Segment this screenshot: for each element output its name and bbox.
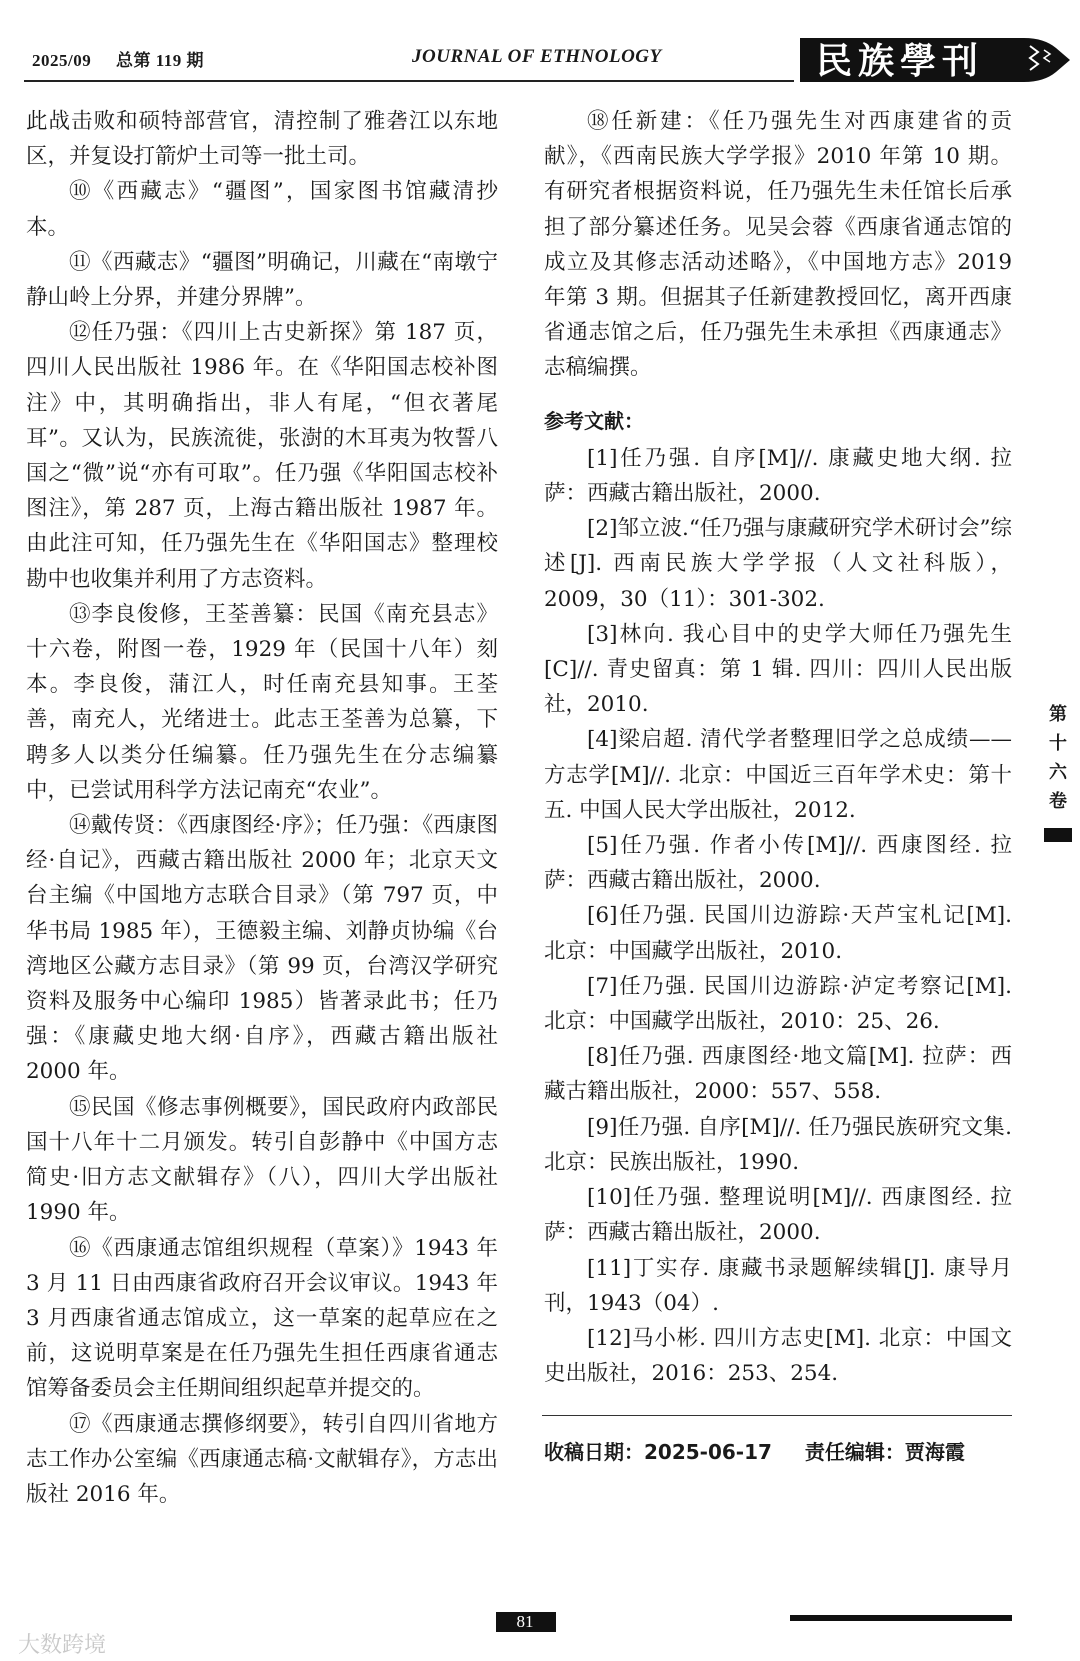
reference-item: [12]马小彬. 四川方志史[M]. 北京：中国文史出版社，2016：253、254. <box>544 1325 1012 1387</box>
footnote-paragraph: ⑩《西藏志》“疆图”，国家图书馆藏清抄本。 <box>26 179 498 240</box>
article-meta <box>544 1436 991 1465</box>
reference-item: [1]任乃强. 自序[M]//. 康藏史地大纲. 拉萨：西藏古籍出版社，2000. <box>544 445 1012 507</box>
reference-item: [5]任乃强. 作者小传[M]//. 西康图经. 拉萨：西藏古籍出版社，2000. <box>544 833 1012 894</box>
references-list <box>544 441 1012 1391</box>
references-heading: 参考文献： <box>544 408 644 433</box>
header-issue-info <box>32 46 224 71</box>
responsible-editor: 责任编辑：贾海霞 <box>804 1440 965 1464</box>
side-volume-char: 卷 <box>1049 791 1067 812</box>
issue-date: 2025/09 <box>32 51 92 70</box>
footnote-paragraph: ⑰《西康通志撰修纲要》，转引自四川省地方志工作办公室编《西康通志稿·文献辑存》，方志出版社 2016 年。 <box>26 1411 498 1507</box>
watermark: 大数跨境 <box>18 1633 107 1658</box>
side-volume-bar <box>1044 828 1072 842</box>
reference-item: [8]任乃强. 西康图经·地文篇[M]. 拉萨：西藏古籍出版社，2000：557、558. <box>544 1044 1012 1105</box>
side-volume-char: 十 <box>1049 733 1067 754</box>
journal-logo <box>794 30 1074 90</box>
footer-rule <box>790 1615 1012 1621</box>
footnote-paragraph: ⑪《西藏志》“疆图”明确记，川藏在“南墩宁静山岭上分界，并建分界牌”。 <box>26 249 498 311</box>
side-volume-label <box>1044 700 1072 816</box>
reference-item: [3]林向. 我心目中的史学大师任乃强先生[C]//. 青史留真：第 1 辑. 四川：四川人民出版社，2010. <box>544 621 1012 718</box>
journal-english-title: JOURNAL OF ETHNOLOGY <box>412 46 662 67</box>
right-column <box>544 104 1012 1391</box>
footnote-paragraph: ⑯《西康通志馆组织规程（草案）》1943 年 3 月 11 日由西康省政府召开会议审议。1943 年 3 月西康省通志馆成立，这一草案的起草应在之前，这说明草案是在任乃强先生担任西康省通志馆筹备委员会主任期间组织起草并提交的。 <box>26 1235 498 1402</box>
received-rule <box>542 1415 1012 1416</box>
reference-item: [10]任乃强. 整理说明[M]//. 西康图经. 拉萨：西藏古籍出版社，2000. <box>544 1185 1012 1246</box>
reference-item: [11]丁实存. 康藏书录题解续辑[J]. 康导月刊，1943（04）. <box>544 1255 1012 1316</box>
reference-item: [4]梁启超. 清代学者整理旧学之总成绩——方志学[M]//. 北京：中国近三百年学术史：第十五. 中国人民大学出版社，2012. <box>544 727 1012 823</box>
footnote-paragraph: ⑭戴传贤：《西康图经·序》；任乃强：《西康图经·自记》，西藏古籍出版社 2000 年；北京天文台主编《中国地方志联合目录》（第 797 页，中华书局 1985 年），王德毅主编、刘静贞协编《台湾地区公藏方志目录》（第 99 页，台湾汉学研究资料及服务中心编印 1985）皆著录此书；任乃强：《康藏史地大纲·自序》，西藏古籍出版社 2000 年。 <box>26 813 498 1085</box>
page-header <box>0 0 1080 92</box>
footnote-paragraph: ⑫任乃强：《四川上古史新探》第 187 页，四川人民出版社 1986 年。在《华阳国志校补图注》中，其明确指出，非人有尾，“但衣著尾耳”。又认为，民族流徙，张澍的木耳夷为牧誓八国之“微”说“亦有可取”。任乃强《华阳国志校补图注》，第 287 页，上海古籍出版社 1987 年。由此注可知，任乃强先生在《华阳国志》整理校勘中也收集并利用了方志资料。 <box>26 320 498 592</box>
received-date: 收稿日期：2025-06-17 <box>544 1440 772 1464</box>
reference-item: [2]邹立波.“任乃强与康藏研究学术研讨会”综述[J]. 西南民族大学学报（人文社科版），2009，30（11）：301-302. <box>544 516 1012 612</box>
reference-item: [6]任乃强. 民国川边游踪·天芦宝札记[M]. 北京：中国藏学出版社，2010. <box>544 903 1012 964</box>
left-column-notes <box>26 104 498 1512</box>
footnote-paragraph: ⑮民国《修志事例概要》，国民政府内政部民国十八年十二月颁发。转引自彭静中《中国方志简史·旧方志文献辑存》（八），四川大学出版社 1990 年。 <box>26 1094 498 1226</box>
side-volume-char: 第 <box>1049 704 1067 725</box>
side-volume-char: 六 <box>1049 762 1067 783</box>
total-issue: 总第 119 期 <box>115 51 205 70</box>
reference-item: [7]任乃强. 民国川边游踪·泸定考察记[M]. 北京：中国藏学出版社，2010：25、26. <box>544 973 1012 1035</box>
journal-chinese-title: 民族學刊 <box>816 40 985 82</box>
right-column-notes <box>544 104 1012 386</box>
footnote-paragraph: ⑬李良俊修，王荃善纂：民国《南充县志》十六卷，附图一卷，1929 年（民国十八年）刻本。李良俊，蒲江人，时任南充县知事。王荃善，南充人，光绪进士。此志王荃善为总纂，下聘多人以类分任编纂。任乃强先生在分志编纂中，已尝试用科学方法记南充“农业”。 <box>26 601 498 803</box>
header-rule <box>24 80 794 82</box>
page-number: 81 <box>516 1612 534 1631</box>
footnote-paragraph: ⑱任新建：《任乃强先生对西康建省的贡献》，《西南民族大学学报》2010 年第 10 期。有研究者根据资料说，任乃强先生未任馆长后承担了部分纂述任务。见吴会蓉《西康省通志馆的成立及其修志活动述略》，《中国地方志》2019 年第 3 期。但据其子任新建教授回忆，离开西康省通志馆之后，任乃强先生未承担《西康通志》志稿编撰。 <box>544 109 1012 381</box>
reference-item: [9]任乃强. 自序[M]//. 任乃强民族研究文集. 北京：民族出版社，1990. <box>544 1114 1012 1175</box>
footnote-paragraph: 此战击败和硕特部营官，清控制了雅砻江以东地区，并复设打箭炉土司等一批土司。 <box>26 109 498 170</box>
